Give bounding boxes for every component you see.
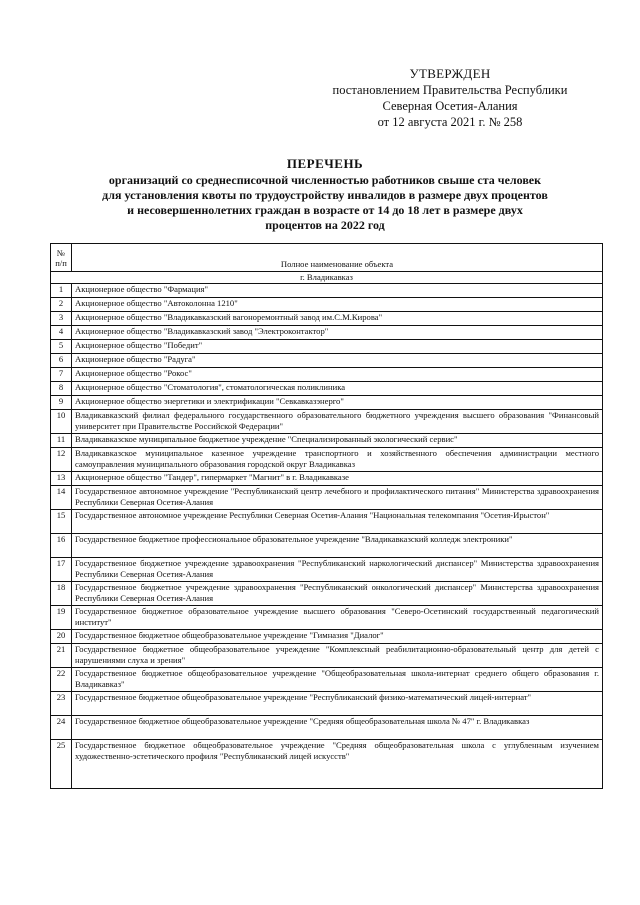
organization-name: Государственное автономное учреждение "Республиканский центр лечебного и профилактического питания" Министерства здравоохранения Республики Северная Осетия-Алания — [72, 486, 603, 510]
table-row — [51, 582, 603, 606]
organization-name: Акционерное общество "Фармация" — [72, 284, 603, 298]
city-row — [51, 272, 603, 284]
table-row — [51, 368, 603, 382]
table-row — [51, 326, 603, 340]
organization-name: Акционерное общество энергетики и электрификации "Севкавказэнерго" — [72, 396, 603, 410]
organization-name: Владикавказское муниципальное бюджетное учреждение "Специализированный экологический сервис" — [72, 434, 603, 448]
organization-name: Владикавказское муниципальное казенное учреждение транспортного и хозяйственного обеспечения администрации местного самоуправления муниципального образования городской округ Владикавказ — [72, 448, 603, 472]
row-number: 11 — [51, 434, 72, 448]
row-number: 1 — [51, 284, 72, 298]
row-number: 2 — [51, 298, 72, 312]
organization-name: Акционерное общество "Владикавказский завод "Электроконтактор" — [72, 326, 603, 340]
row-number: 17 — [51, 558, 72, 582]
table-row — [51, 644, 603, 668]
row-number: 5 — [51, 340, 72, 354]
row-number: 15 — [51, 510, 72, 534]
row-number: 13 — [51, 472, 72, 486]
organization-name: Акционерное общество "Радуга" — [72, 354, 603, 368]
table-row — [51, 630, 603, 644]
table-row — [51, 740, 603, 789]
row-number: 12 — [51, 448, 72, 472]
organization-name: Владикавказский филиал федерального государственного образовательного бюджетного учреждения высшего образования "Финансовый университет при Правительстве Российской Федерации" — [72, 410, 603, 434]
table-row — [51, 606, 603, 630]
organization-name: Акционерное общество "Победит" — [72, 340, 603, 354]
organization-name: Государственное бюджетное общеобразовательное учреждение "Средняя общеобразовательная школа с углубленным изучением художественно-эстетического профиля "Республиканский лицей искусств" — [72, 740, 603, 789]
table-row — [51, 382, 603, 396]
organization-name: Государственное автономное учреждение Республики Северная Осетия-Алания "Национальная телекомпания "Осетия-Ирыстон" — [72, 510, 603, 534]
row-number: 21 — [51, 644, 72, 668]
organization-name: Государственное бюджетное общеобразовательное учреждение "Гимназия "Диалог" — [72, 630, 603, 644]
title-line: и несовершеннолетних граждан в возрасте от 14 до 18 лет в размере двух — [127, 203, 523, 217]
organizations-table — [50, 243, 603, 789]
approval-stamp — [300, 66, 600, 130]
approval-line: от 12 августа 2021 г. № 258 — [377, 115, 523, 129]
row-number: 8 — [51, 382, 72, 396]
title-line: процентов на 2022 год — [265, 218, 385, 232]
organization-name: Акционерное общество "Рокос" — [72, 368, 603, 382]
table-header-row — [51, 244, 603, 272]
table-row — [51, 558, 603, 582]
organization-name: Акционерное общество "Стоматология", стоматологическая поликлиника — [72, 382, 603, 396]
number-column-header — [51, 244, 72, 272]
document-title — [60, 156, 590, 233]
title-heading: ПЕРЕЧЕНЬ — [286, 156, 364, 171]
organization-name: Государственное бюджетное учреждение здравоохранения "Республиканский онкологический диспансер" Министерства здравоохранения Республики Северная Осетия-Алания — [72, 582, 603, 606]
title-line: для установления квоты по трудоустройству инвалидов в размере двух процентов — [102, 188, 548, 202]
organization-name: Государственное бюджетное общеобразовательное учреждение "Общеобразовательная школа-интернат среднего общего образования г. Владикавказ" — [72, 668, 603, 692]
organization-name: Акционерное общество "Владикавказский вагоноремонтный завод им.С.М.Кирова" — [72, 312, 603, 326]
row-number: 19 — [51, 606, 72, 630]
table-row — [51, 340, 603, 354]
organization-name: Государственное бюджетное общеобразовательное учреждение "Республиканский физико-математический лицей-интернат" — [72, 692, 603, 716]
table-row — [51, 434, 603, 448]
organization-name: Акционерное общество "Автоколонна 1210" — [72, 298, 603, 312]
approval-line: Северная Осетия-Алания — [382, 99, 518, 113]
approval-heading: УТВЕРЖДЕН — [409, 66, 491, 81]
table-row — [51, 396, 603, 410]
table-row — [51, 410, 603, 434]
row-number: 10 — [51, 410, 72, 434]
number-header-line: № — [56, 247, 66, 258]
row-number: 6 — [51, 354, 72, 368]
title-line: организаций со среднесписочной численностью работников свыше ста человек — [108, 173, 542, 187]
organization-name: Государственное бюджетное общеобразовательное учреждение "Комплексный реабилитационно-образовательный центр для детей с нарушениями слуха и зрения" — [72, 644, 603, 668]
row-number: 20 — [51, 630, 72, 644]
table-row — [51, 312, 603, 326]
table-row — [51, 692, 603, 716]
row-number: 14 — [51, 486, 72, 510]
table-row — [51, 534, 603, 558]
table-row — [51, 298, 603, 312]
approval-line: постановлением Правительства Республики — [332, 83, 568, 97]
row-number: 7 — [51, 368, 72, 382]
table-row — [51, 284, 603, 298]
organization-name: Государственное бюджетное общеобразовательное учреждение "Средняя общеобразовательная школа № 47" г. Владикавказ — [72, 716, 603, 740]
row-number: 9 — [51, 396, 72, 410]
table-row — [51, 668, 603, 692]
city-label: г. Владикавказ — [51, 272, 603, 284]
organization-name: Акционерное общество "Тандер", гипермаркет "Магнит" в г. Владикавказе — [72, 472, 603, 486]
table-row — [51, 448, 603, 472]
table-row — [51, 354, 603, 368]
row-number: 25 — [51, 740, 72, 789]
table-row — [51, 472, 603, 486]
table-row — [51, 486, 603, 510]
number-header-line: п/п — [55, 257, 67, 268]
table-row — [51, 716, 603, 740]
row-number: 22 — [51, 668, 72, 692]
name-column-header: Полное наименование объекта — [72, 244, 603, 272]
row-number: 4 — [51, 326, 72, 340]
row-number: 23 — [51, 692, 72, 716]
row-number: 24 — [51, 716, 72, 740]
organization-name: Государственное бюджетное учреждение здравоохранения "Республиканский наркологический диспансер" Министерства здравоохранения Республики Северная Осетия-Алания — [72, 558, 603, 582]
organization-name: Государственное бюджетное образовательное учреждение высшего образования "Северо-Осетинский государственный педагогический институт" — [72, 606, 603, 630]
table-row — [51, 510, 603, 534]
row-number: 18 — [51, 582, 72, 606]
row-number: 3 — [51, 312, 72, 326]
row-number: 16 — [51, 534, 72, 558]
organization-name: Государственное бюджетное профессиональное образовательное учреждение "Владикавказский колледж электроники" — [72, 534, 603, 558]
